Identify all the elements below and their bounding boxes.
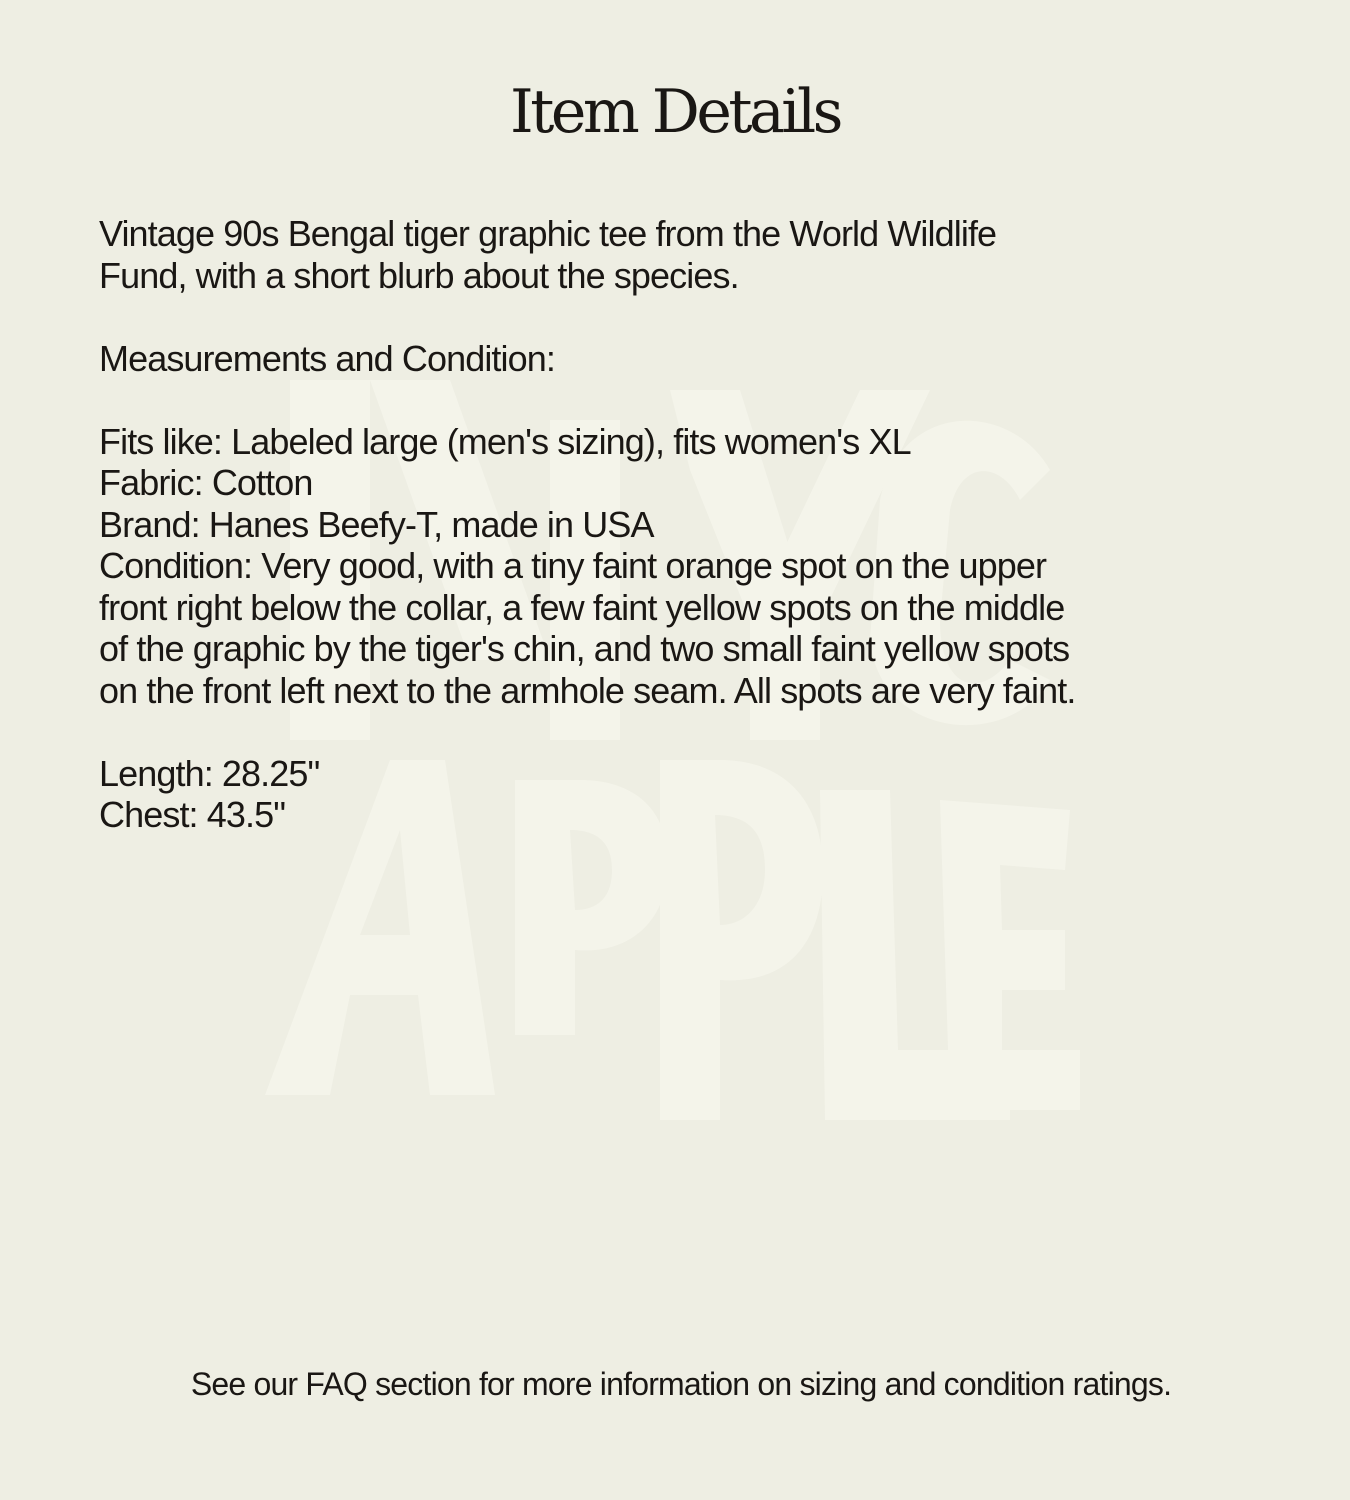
condition-line: on the front left next to the armhole seam. All spots are very faint. — [99, 669, 1076, 711]
paragraph-gap — [99, 379, 1269, 421]
paragraph-gap — [99, 296, 1269, 338]
condition-line: front right below the collar, a few faint yellow spots on the middle — [99, 586, 1065, 628]
chest-line: Chest: 43.5" — [99, 794, 286, 835]
length-line: Length: 28.25" — [99, 752, 320, 794]
fabric-line: Fabric: Cotton — [99, 462, 313, 503]
description-line: Vintage 90s Bengal tiger graphic tee from the World Wildlife — [99, 213, 997, 254]
item-description-block — [99, 213, 1269, 836]
condition-line: Condition: Very good, with a tiny faint orange spot on the upper — [99, 545, 1047, 586]
paragraph-gap — [99, 711, 1269, 753]
fits-like-line: Fits like: Labeled large (men's sizing), fits women's XL — [99, 420, 911, 462]
brand-line: Brand: Hanes Beefy-T, made in USA — [99, 503, 654, 545]
measurements-heading: Measurements and Condition: — [99, 337, 555, 379]
page-title: Item Details — [510, 77, 840, 147]
faq-note: See our FAQ section for more information on sizing and condition ratings. — [190, 1366, 1172, 1402]
description-line: Fund, with a short blurb about the species. — [99, 254, 739, 296]
condition-line: of the graphic by the tiger's chin, and two small faint yellow spots — [99, 628, 1070, 669]
